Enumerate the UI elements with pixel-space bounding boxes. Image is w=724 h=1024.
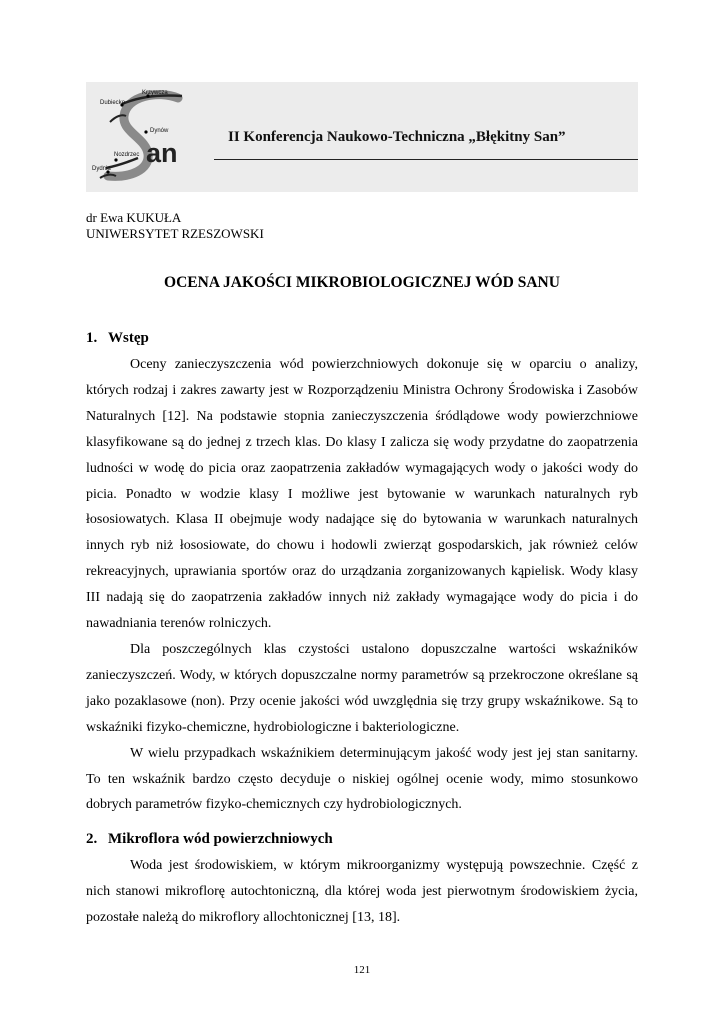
conference-banner: [86, 82, 638, 192]
logo-place-label: Dynów: [150, 128, 169, 134]
page-number: 121: [353, 964, 371, 976]
section-heading: [86, 831, 333, 848]
section-title: Mikroflora wód powierzchniowych: [108, 831, 333, 847]
section-body: [86, 853, 638, 931]
river-san-logo-graphic: [86, 82, 216, 192]
paragraph: Oceny zanieczyszczenia wód powierzchniowych dokonuje się w oparciu o analizy, których rodzaj i zakres zawarty jest w Rozporządzeniu Ministra Ochrony Środowiska i Zasobów Naturalnych [12]. Na podstawie stopnia zanieczyszczenia śródlądowe wody powierzchniowe klasyfikowane są do jednej z trzech klas. Do klasy I zalicza się wody przydatne do zaopatrzenia ludności w wodę do picia oraz zaopatrzenia zakładów wymagających wody o jakości wody do picia. Ponadto w wodzie klasy I możliwe jest bytowanie w warunkach naturalnych ryb łososiowatych. Klasa II obejmuje wody nadające się do bytowania w warunkach naturalnych innych ryb niż łososiowate, do chowu i hodowli zwierząt gospodarskich, jak również celów rekreacyjnych, uprawiania sportów oraz do urządzania zorganizowanych kąpielisk. Wody klasy III nadają się do zaopatrzenia zakładów innych niż zakłady wymagające wody do picia i do nawadniania terenów rolniczych.: [86, 357, 638, 632]
section-number: 2.: [86, 831, 98, 847]
paragraph: W wielu przypadkach wskaźnikiem determinującym jakość wody jest jej stan sanitarny. To ten wskaźnik bardzo często decyduje o niskiej ogólnej ocenie wody, mimo stosunkowo dobrych parametrów fizyko-chemicznych czy hydrobiologicznych.: [86, 745, 638, 813]
logo-place-label: Dubiecko: [100, 100, 126, 106]
section-number: 1.: [86, 330, 98, 346]
section-heading: [86, 330, 149, 347]
logo-place-label: Krzywcza: [142, 90, 168, 96]
paper-title: OCENA JAKOŚCI MIKROBIOLOGICZNEJ WÓD SANU: [164, 274, 560, 291]
logo-place-label: Dydnia: [92, 166, 111, 172]
header-divider: [214, 159, 638, 160]
logo-wordmark: an: [146, 138, 178, 168]
paragraph: Woda jest środowiskiem, w którym mikroorganizmy występują powszechnie. Część z nich stanowi mikroflorę autochtoniczną, dla której woda jest pierwotnym środowiskiem życia, pozostałe należą do mikroflory allochtonicznej [13, 18].: [86, 858, 638, 925]
conference-logo: [86, 82, 216, 192]
author-affiliation: UNIWERSYTET RZESZOWSKI: [86, 226, 264, 241]
author-block: [86, 210, 264, 242]
section-title: Wstęp: [108, 330, 149, 346]
section-body: [86, 352, 638, 818]
author-name: dr Ewa KUKUŁA: [86, 210, 182, 225]
paragraph: Dla poszczególnych klas czystości ustalono dopuszczalne wartości wskaźników zanieczyszczeń. Wody, w których dopuszczalne normy parametrów są przekroczone określane są jako pozaklasowe (non). Przy ocenie jakości wód uwzględnia się trzy grupy wskaźnikowe. Są to wskaźniki fizyko-chemiczne, hydrobiologiczne i bakteriologiczne.: [86, 641, 638, 735]
logo-place-label: Nozdrzec: [114, 152, 140, 158]
conference-title: II Konferencja Naukowo-Techniczna „Błękitny San”: [228, 129, 566, 145]
